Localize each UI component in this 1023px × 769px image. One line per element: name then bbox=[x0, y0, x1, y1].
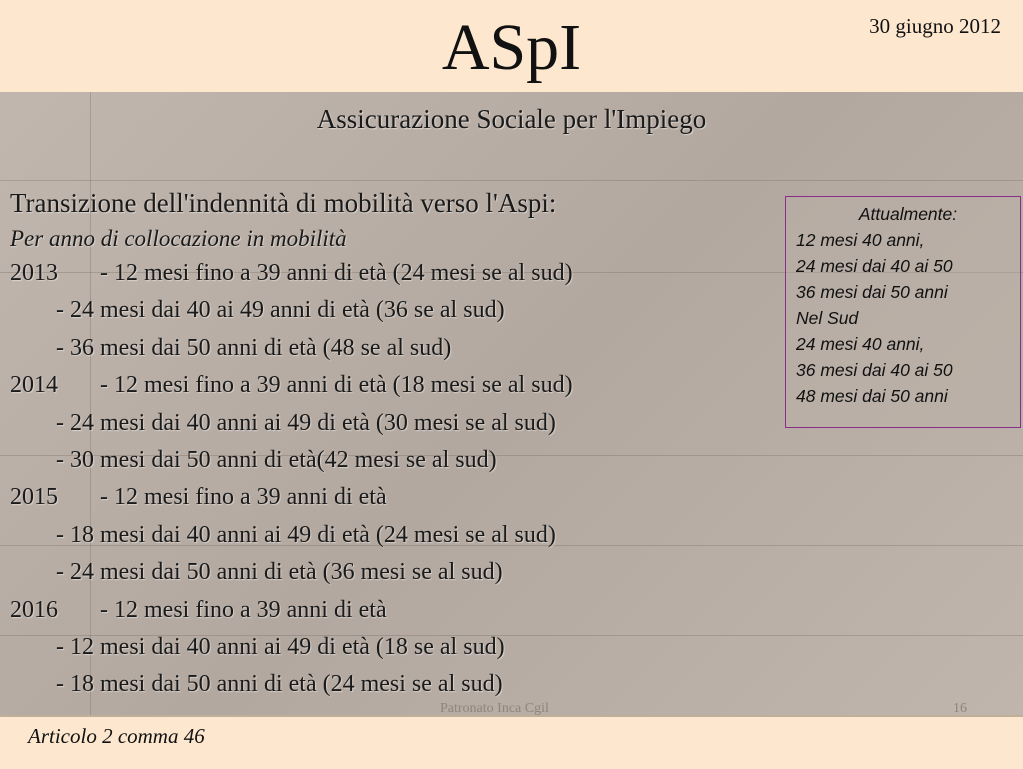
schedule-text: - 18 mesi dai 50 anni di età (24 mesi se al sud) bbox=[56, 671, 503, 698]
schedule-row bbox=[10, 442, 770, 479]
section-subheading: Per anno di collocazione in mobilità bbox=[10, 226, 347, 251]
schedule-text: - 12 mesi dai 40 anni ai 49 di età (18 se al sud) bbox=[56, 634, 505, 661]
schedule-row bbox=[10, 592, 770, 629]
schedule-list bbox=[10, 255, 770, 704]
schedule-row bbox=[10, 330, 770, 367]
schedule-text: - 12 mesi fino a 39 anni di età (18 mesi se al sud) bbox=[100, 372, 573, 399]
current-rule-line: 48 mesi dai 50 anni bbox=[796, 386, 948, 406]
footer-organization: Patronato Inca Cgil bbox=[440, 701, 549, 716]
current-rules-list bbox=[796, 227, 1020, 409]
year-label: 2014 bbox=[10, 372, 58, 399]
footer-reference: Articolo 2 comma 46 bbox=[28, 724, 205, 748]
page-number: 16 bbox=[953, 701, 967, 716]
year-label: 2013 bbox=[10, 260, 58, 286]
current-rule-line: Nel Sud bbox=[796, 308, 859, 328]
content-block bbox=[10, 184, 770, 704]
schedule-text: - 24 mesi dai 50 anni di età (36 mesi se al sud) bbox=[56, 559, 503, 586]
schedule-text: - 24 mesi dai 40 anni ai 49 di età (30 mesi se al sud) bbox=[56, 409, 556, 436]
schedule-text: - 12 mesi fino a 39 anni di età bbox=[100, 484, 387, 511]
schedule-text: - 24 mesi dai 40 ai 49 anni di età (36 se al sud) bbox=[56, 297, 505, 324]
schedule-text: - 18 mesi dai 40 anni ai 49 di età (24 mesi se al sud) bbox=[56, 521, 556, 548]
current-rule-line: 36 mesi dai 50 anni bbox=[796, 282, 948, 302]
current-rule-line: 24 mesi dai 40 ai 50 bbox=[796, 256, 953, 276]
current-rules-box bbox=[785, 196, 1021, 428]
schedule-row bbox=[10, 367, 770, 404]
schedule-text: - 12 mesi fino a 39 anni di età (24 mesi se al sud) bbox=[100, 260, 573, 286]
schedule-row bbox=[10, 666, 770, 703]
current-rule-line: 12 mesi 40 anni, bbox=[796, 230, 925, 250]
schedule-row bbox=[10, 405, 770, 442]
year-label: 2016 bbox=[10, 596, 58, 623]
slide-date: 30 giugno 2012 bbox=[869, 14, 1001, 38]
schedule-row bbox=[10, 517, 770, 554]
section-heading: Transizione dell'indennità di mobilità verso l'Aspi: bbox=[10, 188, 557, 218]
slide-subtitle: Assicurazione Sociale per l'Impiego bbox=[316, 104, 707, 134]
schedule-text: - 30 mesi dai 50 anni di età(42 mesi se al sud) bbox=[56, 447, 497, 474]
current-rule-line: 24 mesi 40 anni, bbox=[796, 334, 925, 354]
grid-line bbox=[0, 180, 1023, 181]
schedule-row bbox=[10, 554, 770, 591]
schedule-row bbox=[10, 292, 770, 329]
current-rules-title: Attualmente: bbox=[858, 204, 958, 224]
header-band bbox=[0, 0, 1023, 94]
schedule-row bbox=[10, 479, 770, 516]
current-rule-line: 36 mesi dai 40 ai 50 bbox=[796, 360, 953, 380]
schedule-row bbox=[10, 629, 770, 666]
slide-title: ASpI bbox=[441, 11, 582, 84]
schedule-text: - 12 mesi fino a 39 anni di età bbox=[100, 596, 387, 623]
schedule-text: - 36 mesi dai 50 anni di età (48 se al sud) bbox=[56, 334, 452, 361]
year-label: 2015 bbox=[10, 484, 58, 511]
schedule-row bbox=[10, 255, 770, 292]
